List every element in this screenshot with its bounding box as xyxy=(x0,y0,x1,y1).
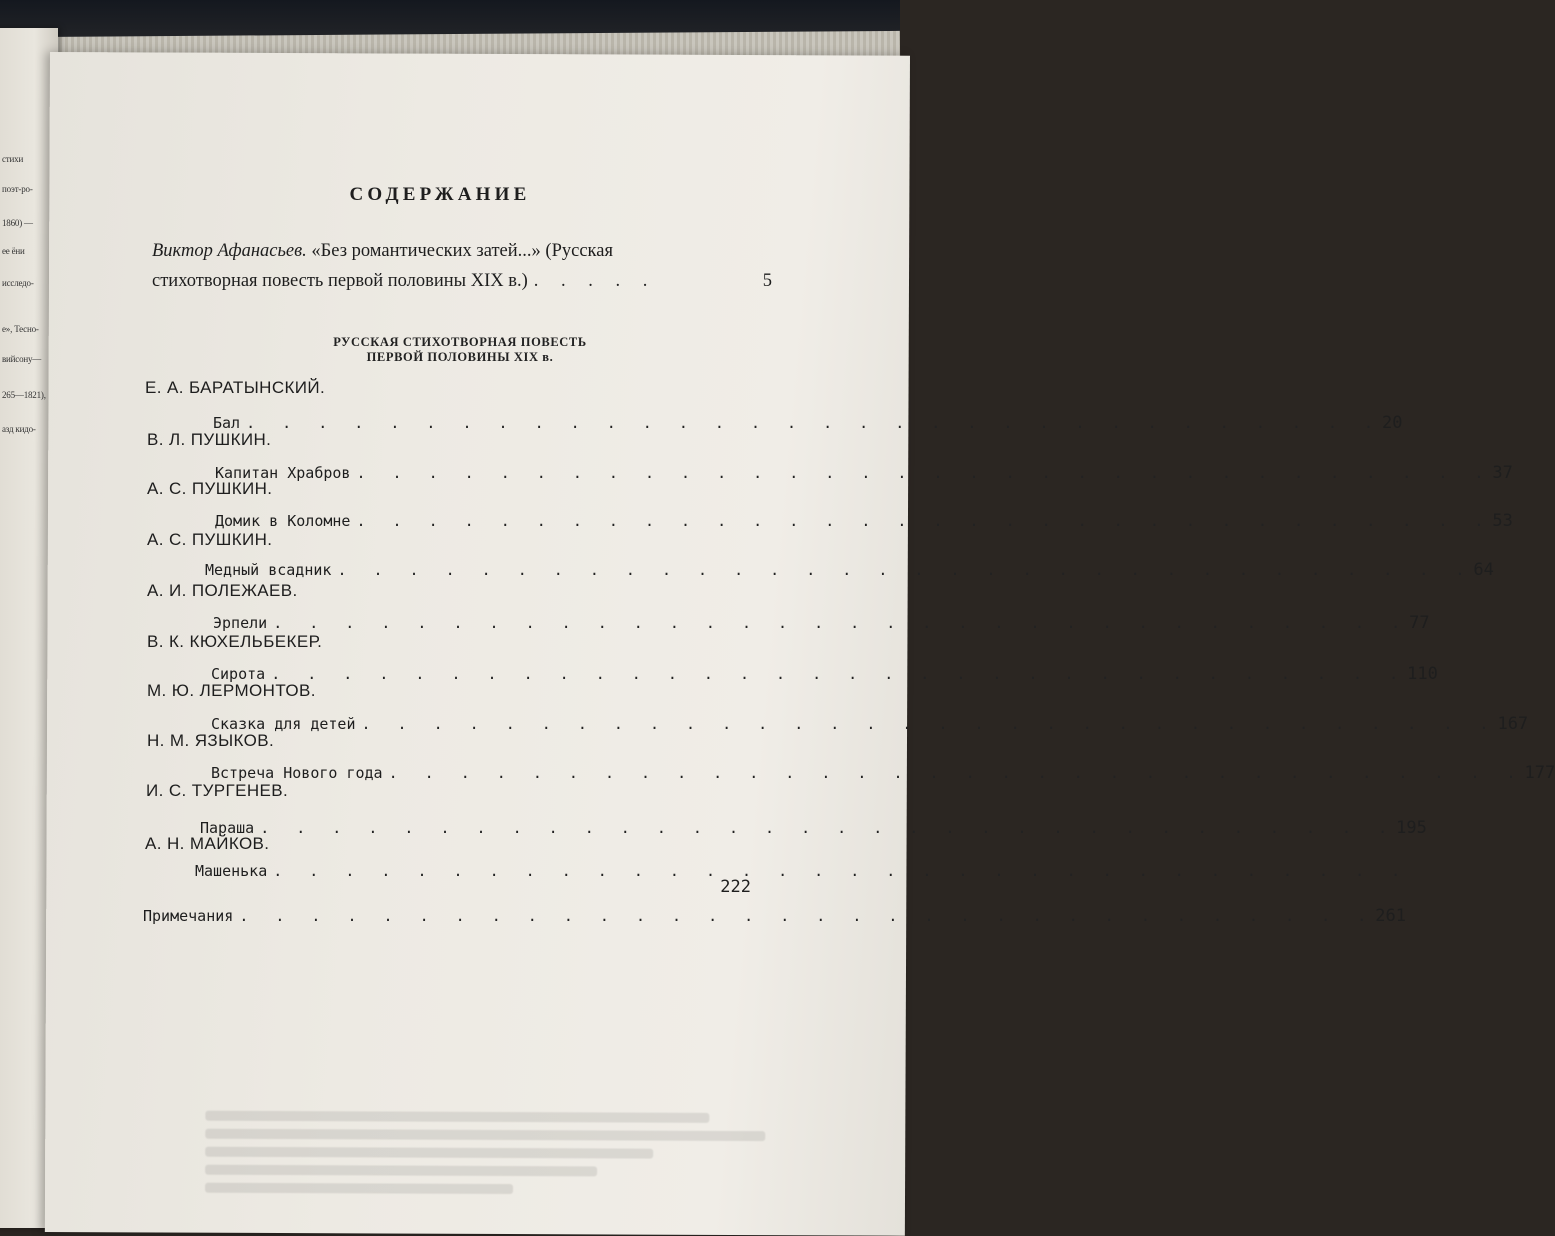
dot-leader: . . . . . . . . . . . . . . . . . . . . . . . . . . . . . . . . xyxy=(337,561,1474,579)
toc-entry[interactable] xyxy=(195,862,1410,880)
toc-entry[interactable] xyxy=(213,413,1403,433)
toc-entry-title: Параша xyxy=(200,819,255,837)
toc-author: А. И. ПОЛЕЖАЕВ. xyxy=(147,581,298,600)
section-heading-line1: РУССКАЯ СТИХОТВОРНАЯ ПОВЕСТЬ xyxy=(333,335,587,349)
toc-page-number: 195 xyxy=(1396,818,1427,838)
toc-author: А. С. ПУШКИН. xyxy=(147,479,273,498)
toc-page-number: 20 xyxy=(1382,413,1403,433)
toc-author: В. К. КЮХЕЛЬБЕКЕР. xyxy=(147,632,323,651)
left-page-fragment: поэт-ро- xyxy=(2,184,33,194)
intro-title-line1: «Без романтических затей...» (Русская xyxy=(311,241,613,261)
left-page-fragment: ее ёни xyxy=(2,246,25,256)
toc-entry-title: Капитан Храбров xyxy=(215,464,351,482)
section-heading xyxy=(290,335,630,365)
toc-entry-title: Бал xyxy=(213,414,241,432)
left-page-fragment: 1860) — xyxy=(2,218,33,228)
toc-entry[interactable] xyxy=(213,613,1430,633)
dot-leader: . . . . . . . . . . . . . . . . . . . . . . . . . . . . . . . . xyxy=(356,464,1493,482)
notes-page-number: 261 xyxy=(1375,906,1406,926)
toc-author: В. Л. ПУШКИН. xyxy=(147,430,272,449)
toc-page-number: 53 xyxy=(1492,511,1513,531)
toc-author: А. С. ПУШКИН. xyxy=(147,530,273,549)
toc-page-number: 37 xyxy=(1492,463,1513,483)
toc-entry-title: Встреча Нового года xyxy=(211,764,383,782)
toc-author: М. Ю. ЛЕРМОНТОВ. xyxy=(147,681,316,700)
toc-author: А. Н. МАЙКОВ. xyxy=(145,834,270,853)
toc-page-number-row xyxy=(699,877,751,897)
page-title: СОДЕРЖАНИЕ xyxy=(349,184,531,205)
toc-entry[interactable] xyxy=(200,818,1427,838)
toc-page-number: 167 xyxy=(1497,714,1529,734)
toc-entry-title: Домик в Коломне xyxy=(215,512,351,530)
dot-leader: . . . . . . . . . . . . . . . . . . . . . . . . . . . . . . . . xyxy=(361,715,1498,733)
dot-leader: . . . . . . . . . . . . . . . . . . . . . . . . . . . . . . . . xyxy=(273,862,1410,880)
toc-page-number: 77 xyxy=(1409,613,1430,633)
toc-entry-title: Сказка для детей xyxy=(211,715,356,733)
left-page-fragment: стихи xyxy=(2,154,24,164)
dot-leader: . . . . . . . . . . . . . . . . . . . . . . . . . . . . . . . . xyxy=(356,512,1493,530)
toc-entry[interactable] xyxy=(211,714,1529,734)
toc-entry-title: Сирота xyxy=(211,665,266,683)
section-heading-line2: ПЕРВОЙ ПОЛОВИНЫ XIX в. xyxy=(366,350,554,364)
left-page-fragment: азд кидо- xyxy=(2,424,36,434)
toc-page-number: 222 xyxy=(720,877,751,897)
toc-page-number: 177 xyxy=(1524,763,1555,783)
toc-entry-title: Машенька xyxy=(195,862,268,880)
toc-page-number: 64 xyxy=(1473,560,1494,580)
left-page-fragment: е», Тесно- xyxy=(2,324,39,334)
toc-entry-title: Эрпели xyxy=(213,614,268,632)
toc-entry-title: Медный всадник xyxy=(205,561,332,579)
dot-leader: . . . . . . . . . . . . . . . . . . . . . . . . . . . . . . . . xyxy=(271,665,1408,683)
dot-leader: . . . . . xyxy=(533,271,657,291)
page-number: 5 xyxy=(762,271,772,291)
dot-leader: . . . . . . . . . . . . . . . . . . . . . . . . . . . . . . . . xyxy=(239,907,1376,925)
intro-title-line2: стихотворная повесть первой половины XIX в.) xyxy=(152,271,528,291)
toc-author: Н. М. ЯЗЫКОВ. xyxy=(147,731,275,750)
toc-entry[interactable] xyxy=(211,763,1555,783)
intro-entry[interactable] xyxy=(152,236,772,296)
left-page-fragment: 265—1821), xyxy=(2,390,46,400)
toc-entry[interactable] xyxy=(215,511,1513,531)
left-page-fragment: исследо- xyxy=(2,278,34,288)
toc-entry[interactable] xyxy=(215,463,1513,483)
dot-leader: . . . . . . . . . . . . . . . . . . . . . . . . . . . . . . . . xyxy=(246,414,1383,432)
notes-entry[interactable] xyxy=(143,906,1406,926)
dot-leader: . . . . . . . . . . . . . . . . . . . . . . . . . . . . . . . . xyxy=(388,764,1525,782)
left-page-fragment: вийсону— xyxy=(2,354,42,364)
intro-author: Виктор Афанасьев. xyxy=(152,241,307,261)
bleed-through-text xyxy=(205,1103,766,1225)
toc-author: И. С. ТУРГЕНЕВ. xyxy=(146,781,289,800)
toc-entry[interactable] xyxy=(205,560,1494,580)
toc-page-number: 110 xyxy=(1407,664,1438,684)
dot-leader: . . . . . . . . . . . . . . . . . . . . . . . . . . . . . . . . xyxy=(273,614,1410,632)
toc-author: Е. А. БАРАТЫНСКИЙ. xyxy=(145,378,326,397)
dot-leader: . . . . . . . . . . . . . . . . . . . . . . . . . . . . . . . . xyxy=(260,819,1397,837)
notes-title: Примечания xyxy=(143,907,234,925)
